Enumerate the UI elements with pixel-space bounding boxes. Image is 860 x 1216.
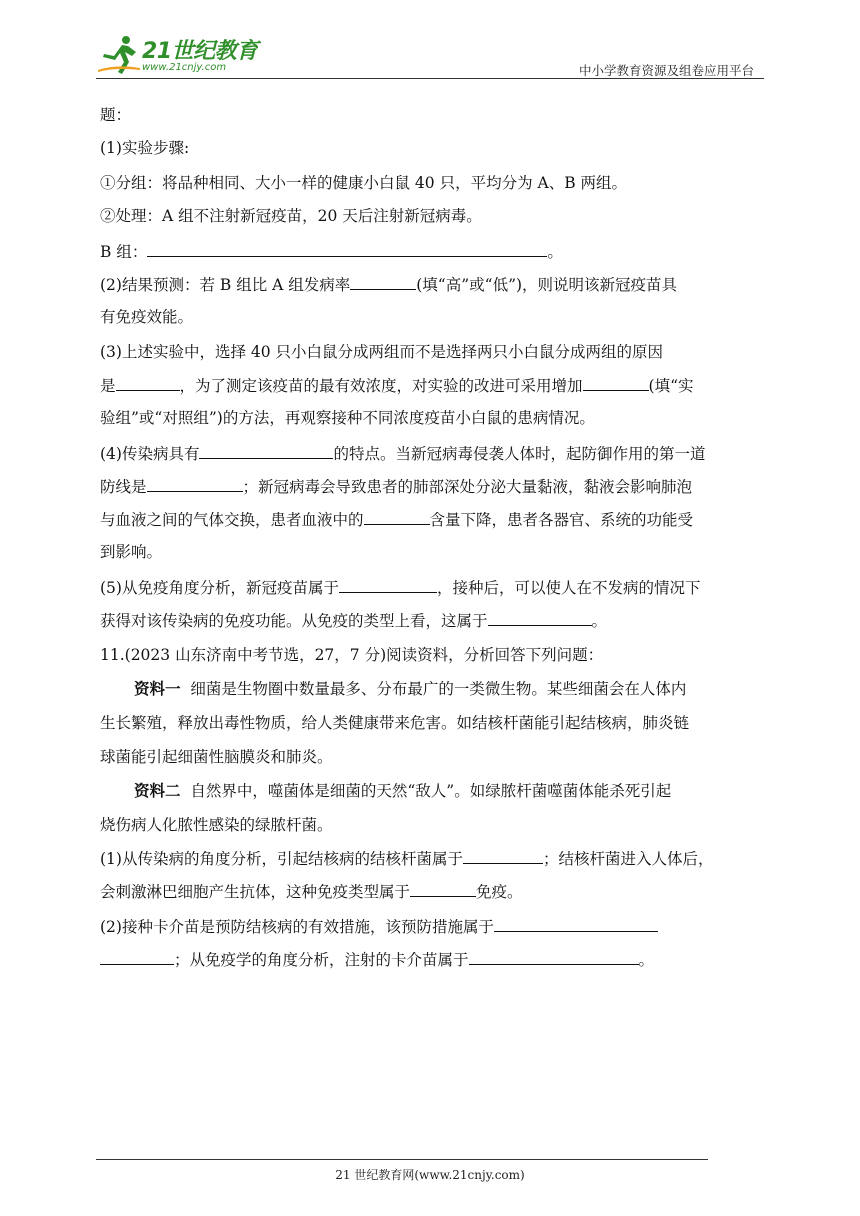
text-line [134,678,686,700]
text-line [100,847,713,870]
runner-logo-icon [96,34,142,78]
text-fragment: 免疫。 [476,883,523,901]
text-fragment: 自然界中，噬菌体是细菌的天然“敌人”。如绿脓杆菌噬菌体能杀死引起 [190,782,672,800]
answer-blank[interactable] [147,240,547,257]
logo [96,34,276,82]
answer-blank[interactable] [364,508,430,525]
text-line: ②处理：A 组不注射新冠疫苗，20 天后注射新冠病毒。 [100,207,482,225]
text-line [100,475,692,498]
text-line [100,240,563,263]
text-fragment: ；从免疫学的角度分析，注射的卡介苗属于 [174,951,469,969]
text-fragment: ；新冠病毒会导致患者的肺部深处分泌大量黏液，黏液会影响肺泡 [242,478,693,496]
text-fragment: (填“高”或“低”)，则说明该新冠疫苗具 [416,276,678,294]
text-line: (3)上述实验中，选择 40 只小白鼠分成两组而不是选择两只小白鼠分成两组的原因 [100,343,664,361]
answer-blank[interactable] [116,374,180,391]
text-line [100,609,607,632]
text-line [100,915,658,938]
answer-blank[interactable] [488,609,592,626]
text-line [100,273,677,296]
answer-blank[interactable] [199,442,333,459]
text-fragment: 是 [100,377,116,395]
logo-text: 21世纪教育 [142,39,258,64]
text-fragment: (4)传染病具有 [100,445,200,463]
header-divider [96,78,764,79]
text-line: 球菌能引起细菌性脑膜炎和肺炎。 [100,748,333,766]
text-line [100,948,654,971]
text-fragment: 与血液之间的气体交换，患者血液中的 [100,511,364,529]
text-fragment: B 组： [100,243,148,261]
answer-blank[interactable] [583,374,649,391]
text-line [100,576,700,599]
text-fragment: 含量下降，患者各器官、系统的功能受 [429,511,694,529]
text-line: (1)实验步骤: [100,139,190,157]
text-fragment: 。 [591,612,608,630]
text-line: 到影响。 [100,543,163,561]
text-fragment: (填“实 [648,377,694,395]
answer-blank[interactable] [494,915,658,932]
text-line: 生长繁殖，释放出毒性物质，给人类健康带来危害。如结核杆菌能引起结核病，肺炎链 [100,714,690,732]
text-fragment: (2)接种卡介苗是预防结核病的有效措施，该预防措施属于 [100,918,494,936]
logo-url: www.21cnjy.com [142,62,227,73]
text-fragment: (2)结果预测：若 B 组比 A 组发病率 [100,276,351,294]
text-fragment: 细菌是生物圈中数量最多、分布最广的一类微生物。某些细菌会在人体内 [190,680,687,698]
text-fragment: 。 [547,243,563,261]
text-fragment: 会刺激淋巴细胞产生抗体，这种免疫类型属于 [100,883,411,901]
text-line [100,880,523,903]
text-line [100,442,705,465]
text-line: 烧伤病人化脓性感染的绿脓杆菌。 [100,816,333,834]
text-line: 验组”或“对照组”)的方法，再观察接种不同浓度疫苗小白鼠的患病情况。 [100,409,595,427]
text-line [134,780,671,802]
platform-title: 中小学教育资源及组卷应用平台 [578,63,754,78]
text-fragment: ；结核杆菌进入人体后， [542,850,714,868]
question-heading: 11.(2023 山东济南中考节选，27，7 分)阅读资料，分析回答下列问题： [100,646,604,664]
material-label: 资料二 [134,781,181,800]
text-line: ①分组：将品种相同、大小一样的健康小白鼠 40 只，平均分为 A、B 两组。 [100,174,628,192]
text-fragment: 防线是 [100,478,147,496]
answer-blank[interactable] [100,948,174,965]
text-line: 有免疫效能。 [100,308,194,326]
answer-blank[interactable] [339,576,437,593]
answer-blank[interactable] [463,847,543,864]
text-fragment: ，接种后，可以使人在不发病的情况下 [436,579,701,597]
material-label: 资料一 [134,679,181,698]
answer-blank[interactable] [410,880,476,897]
text-fragment: ，为了测定该疫苗的最有效浓度，对实验的改进可采用增加 [179,377,583,395]
page-footer: 21 世纪教育网(www.21cnjy.com) [335,1168,525,1182]
text-fragment: 。 [638,951,655,969]
text-fragment: (5)从免疫角度分析，新冠疫苗属于 [100,579,339,597]
answer-blank[interactable] [469,948,639,965]
page-header [0,0,860,86]
text-fragment: (1)从传染病的角度分析，引起结核病的结核杆菌属于 [100,850,463,868]
text-line [100,508,693,531]
footer-divider [96,1159,708,1160]
text-line [100,374,694,397]
text-fragment: 的特点。当新冠病毒侵袭人体时，起防御作用的第一道 [333,445,706,463]
answer-blank[interactable] [147,475,243,492]
text-line: 题： [100,106,132,124]
text-fragment: 获得对该传染病的免疫功能。从免疫的类型上看，这属于 [100,612,488,630]
answer-blank[interactable] [350,273,416,290]
